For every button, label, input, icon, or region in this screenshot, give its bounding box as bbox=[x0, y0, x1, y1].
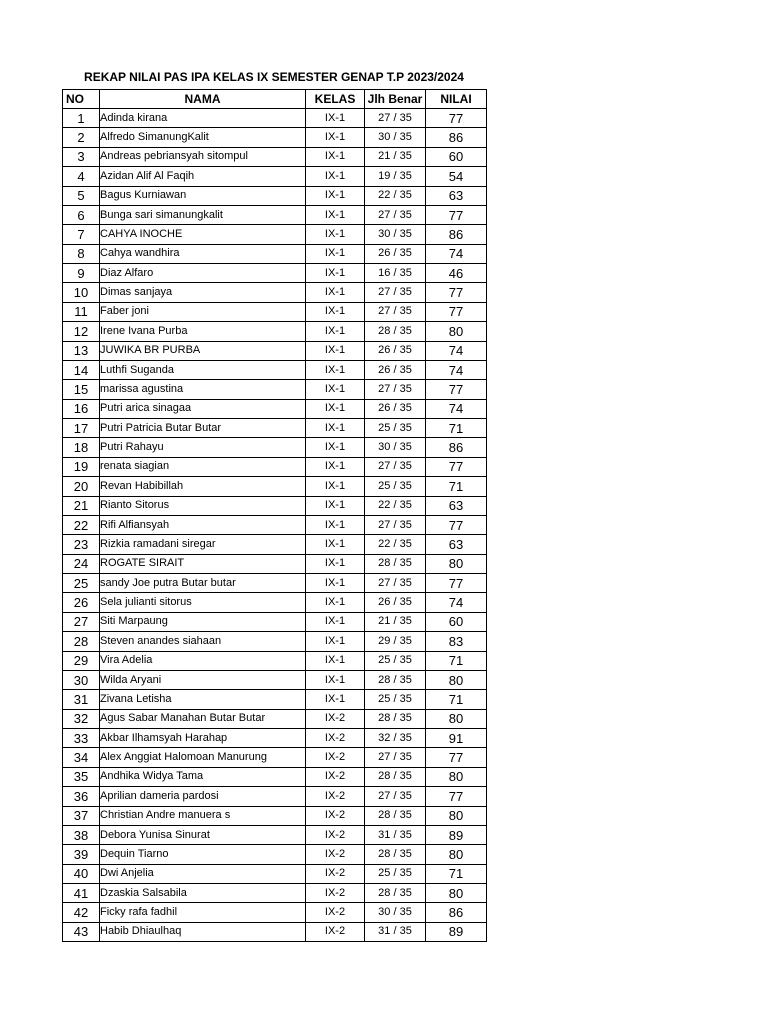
grade-table bbox=[62, 89, 487, 942]
cell-jlh-benar: 27 / 35 bbox=[365, 205, 426, 224]
cell-nama: Adinda kirana bbox=[100, 109, 306, 128]
cell-nama: Vira Adelia bbox=[100, 651, 306, 670]
table-row bbox=[63, 205, 487, 224]
cell-no: 38 bbox=[63, 825, 100, 844]
cell-kelas: IX-2 bbox=[306, 709, 365, 728]
cell-jlh-benar: 25 / 35 bbox=[365, 651, 426, 670]
cell-no: 41 bbox=[63, 884, 100, 903]
cell-jlh-benar: 28 / 35 bbox=[365, 806, 426, 825]
cell-nilai: 80 bbox=[426, 845, 487, 864]
cell-kelas: IX-1 bbox=[306, 205, 365, 224]
cell-no: 21 bbox=[63, 496, 100, 515]
cell-kelas: IX-1 bbox=[306, 360, 365, 379]
cell-nilai: 77 bbox=[426, 205, 487, 224]
table-row bbox=[63, 399, 487, 418]
cell-nilai: 71 bbox=[426, 477, 487, 496]
cell-jlh-benar: 21 / 35 bbox=[365, 612, 426, 631]
cell-kelas: IX-2 bbox=[306, 922, 365, 941]
cell-jlh-benar: 32 / 35 bbox=[365, 729, 426, 748]
cell-jlh-benar: 26 / 35 bbox=[365, 399, 426, 418]
header-nama: NAMA bbox=[100, 90, 306, 109]
cell-nilai: 89 bbox=[426, 825, 487, 844]
cell-nama: Ficky rafa fadhil bbox=[100, 903, 306, 922]
cell-no: 19 bbox=[63, 457, 100, 476]
cell-jlh-benar: 30 / 35 bbox=[365, 128, 426, 147]
cell-nilai: 77 bbox=[426, 380, 487, 399]
cell-kelas: IX-1 bbox=[306, 477, 365, 496]
cell-kelas: IX-1 bbox=[306, 225, 365, 244]
cell-kelas: IX-1 bbox=[306, 690, 365, 709]
cell-jlh-benar: 22 / 35 bbox=[365, 496, 426, 515]
cell-jlh-benar: 28 / 35 bbox=[365, 322, 426, 341]
cell-jlh-benar: 25 / 35 bbox=[365, 419, 426, 438]
cell-jlh-benar: 29 / 35 bbox=[365, 632, 426, 651]
cell-no: 12 bbox=[63, 322, 100, 341]
cell-kelas: IX-1 bbox=[306, 147, 365, 166]
cell-no: 35 bbox=[63, 767, 100, 786]
cell-nilai: 77 bbox=[426, 748, 487, 767]
cell-jlh-benar: 27 / 35 bbox=[365, 457, 426, 476]
cell-nama: Irene Ivana Purba bbox=[100, 322, 306, 341]
cell-nama: Debora Yunisa Sinurat bbox=[100, 825, 306, 844]
table-row bbox=[63, 903, 487, 922]
table-row bbox=[63, 380, 487, 399]
cell-nama: Dzaskia Salsabila bbox=[100, 884, 306, 903]
cell-nama: Siti Marpaung bbox=[100, 612, 306, 631]
cell-nilai: 89 bbox=[426, 922, 487, 941]
cell-nilai: 46 bbox=[426, 264, 487, 283]
cell-kelas: IX-1 bbox=[306, 341, 365, 360]
cell-jlh-benar: 30 / 35 bbox=[365, 225, 426, 244]
table-row bbox=[63, 670, 487, 689]
cell-nilai: 80 bbox=[426, 554, 487, 573]
cell-kelas: IX-1 bbox=[306, 554, 365, 573]
cell-kelas: IX-2 bbox=[306, 767, 365, 786]
cell-kelas: IX-2 bbox=[306, 729, 365, 748]
cell-no: 2 bbox=[63, 128, 100, 147]
cell-no: 30 bbox=[63, 670, 100, 689]
cell-nilai: 77 bbox=[426, 515, 487, 534]
cell-kelas: IX-2 bbox=[306, 787, 365, 806]
cell-kelas: IX-2 bbox=[306, 825, 365, 844]
cell-nama: Akbar Ilhamsyah Harahap bbox=[100, 729, 306, 748]
cell-no: 10 bbox=[63, 283, 100, 302]
cell-kelas: IX-1 bbox=[306, 264, 365, 283]
cell-no: 34 bbox=[63, 748, 100, 767]
sheet-title: REKAP NILAI PAS IPA KELAS IX SEMESTER GENAP T.P 2023/2024 bbox=[84, 70, 464, 84]
table-row bbox=[63, 496, 487, 515]
table-row bbox=[63, 845, 487, 864]
table-row bbox=[63, 147, 487, 166]
cell-nama: Faber joni bbox=[100, 302, 306, 321]
cell-nama: Aprilian dameria pardosi bbox=[100, 787, 306, 806]
table-row bbox=[63, 632, 487, 651]
cell-kelas: IX-1 bbox=[306, 419, 365, 438]
cell-nama: Rizkia ramadani siregar bbox=[100, 535, 306, 554]
cell-jlh-benar: 26 / 35 bbox=[365, 593, 426, 612]
cell-no: 22 bbox=[63, 515, 100, 534]
cell-kelas: IX-2 bbox=[306, 748, 365, 767]
cell-no: 36 bbox=[63, 787, 100, 806]
table-row bbox=[63, 864, 487, 883]
cell-jlh-benar: 16 / 35 bbox=[365, 264, 426, 283]
cell-kelas: IX-1 bbox=[306, 670, 365, 689]
table-row bbox=[63, 787, 487, 806]
cell-nama: Dwi Anjelia bbox=[100, 864, 306, 883]
cell-no: 4 bbox=[63, 167, 100, 186]
cell-nama: Azidan Alif Al Faqih bbox=[100, 167, 306, 186]
cell-nilai: 80 bbox=[426, 709, 487, 728]
cell-nama: Zivana Letisha bbox=[100, 690, 306, 709]
cell-kelas: IX-2 bbox=[306, 864, 365, 883]
cell-no: 18 bbox=[63, 438, 100, 457]
cell-kelas: IX-1 bbox=[306, 438, 365, 457]
cell-kelas: IX-1 bbox=[306, 515, 365, 534]
cell-nama: Dimas sanjaya bbox=[100, 283, 306, 302]
cell-nilai: 80 bbox=[426, 767, 487, 786]
table-row bbox=[63, 341, 487, 360]
cell-kelas: IX-1 bbox=[306, 128, 365, 147]
cell-no: 7 bbox=[63, 225, 100, 244]
cell-nilai: 77 bbox=[426, 283, 487, 302]
cell-no: 28 bbox=[63, 632, 100, 651]
cell-nama: Alex Anggiat Halomoan Manurung bbox=[100, 748, 306, 767]
cell-kelas: IX-1 bbox=[306, 322, 365, 341]
table-row bbox=[63, 651, 487, 670]
cell-jlh-benar: 19 / 35 bbox=[365, 167, 426, 186]
cell-no: 3 bbox=[63, 147, 100, 166]
cell-no: 29 bbox=[63, 651, 100, 670]
cell-no: 26 bbox=[63, 593, 100, 612]
table-row bbox=[63, 360, 487, 379]
cell-no: 5 bbox=[63, 186, 100, 205]
cell-nilai: 83 bbox=[426, 632, 487, 651]
cell-kelas: IX-1 bbox=[306, 283, 365, 302]
cell-jlh-benar: 25 / 35 bbox=[365, 690, 426, 709]
table-row bbox=[63, 612, 487, 631]
cell-nilai: 91 bbox=[426, 729, 487, 748]
cell-jlh-benar: 28 / 35 bbox=[365, 845, 426, 864]
cell-kelas: IX-2 bbox=[306, 845, 365, 864]
cell-jlh-benar: 22 / 35 bbox=[365, 186, 426, 205]
cell-nilai: 86 bbox=[426, 128, 487, 147]
cell-kelas: IX-1 bbox=[306, 612, 365, 631]
table-row bbox=[63, 302, 487, 321]
cell-no: 8 bbox=[63, 244, 100, 263]
cell-nama: Andreas pebriansyah sitompul bbox=[100, 147, 306, 166]
cell-nama: marissa agustina bbox=[100, 380, 306, 399]
cell-kelas: IX-1 bbox=[306, 399, 365, 418]
cell-no: 27 bbox=[63, 612, 100, 631]
cell-nilai: 86 bbox=[426, 225, 487, 244]
cell-nama: Sela julianti sitorus bbox=[100, 593, 306, 612]
cell-no: 17 bbox=[63, 419, 100, 438]
table-row bbox=[63, 729, 487, 748]
table-row bbox=[63, 884, 487, 903]
cell-kelas: IX-1 bbox=[306, 186, 365, 205]
cell-nilai: 77 bbox=[426, 574, 487, 593]
cell-kelas: IX-1 bbox=[306, 535, 365, 554]
cell-no: 6 bbox=[63, 205, 100, 224]
cell-jlh-benar: 31 / 35 bbox=[365, 825, 426, 844]
cell-nama: Rifi Alfiansyah bbox=[100, 515, 306, 534]
cell-jlh-benar: 25 / 35 bbox=[365, 477, 426, 496]
cell-nama: Bunga sari simanungkalit bbox=[100, 205, 306, 224]
cell-jlh-benar: 28 / 35 bbox=[365, 884, 426, 903]
cell-kelas: IX-1 bbox=[306, 167, 365, 186]
cell-nama: Wilda Aryani bbox=[100, 670, 306, 689]
cell-jlh-benar: 27 / 35 bbox=[365, 787, 426, 806]
table-row bbox=[63, 806, 487, 825]
cell-nilai: 74 bbox=[426, 593, 487, 612]
cell-jlh-benar: 27 / 35 bbox=[365, 302, 426, 321]
cell-jlh-benar: 21 / 35 bbox=[365, 147, 426, 166]
cell-nilai: 77 bbox=[426, 302, 487, 321]
cell-nama: Dequin Tiarno bbox=[100, 845, 306, 864]
table-row bbox=[63, 438, 487, 457]
cell-nama: Alfredo SimanungKalit bbox=[100, 128, 306, 147]
table-row bbox=[63, 283, 487, 302]
cell-no: 11 bbox=[63, 302, 100, 321]
cell-kelas: IX-1 bbox=[306, 593, 365, 612]
table-row bbox=[63, 748, 487, 767]
cell-nilai: 74 bbox=[426, 341, 487, 360]
cell-no: 20 bbox=[63, 477, 100, 496]
cell-nama: Steven anandes siahaan bbox=[100, 632, 306, 651]
cell-nilai: 63 bbox=[426, 186, 487, 205]
cell-nama: Cahya wandhira bbox=[100, 244, 306, 263]
cell-no: 40 bbox=[63, 864, 100, 883]
table-body bbox=[63, 109, 487, 942]
cell-nama: Rianto Sitorus bbox=[100, 496, 306, 515]
cell-jlh-benar: 28 / 35 bbox=[365, 554, 426, 573]
table-row bbox=[63, 825, 487, 844]
cell-nilai: 80 bbox=[426, 670, 487, 689]
cell-nama: Revan Habibillah bbox=[100, 477, 306, 496]
cell-nama: sandy Joe putra Butar butar bbox=[100, 574, 306, 593]
cell-no: 33 bbox=[63, 729, 100, 748]
cell-jlh-benar: 27 / 35 bbox=[365, 515, 426, 534]
cell-kelas: IX-1 bbox=[306, 380, 365, 399]
table-row bbox=[63, 457, 487, 476]
cell-kelas: IX-2 bbox=[306, 903, 365, 922]
cell-kelas: IX-1 bbox=[306, 244, 365, 263]
cell-jlh-benar: 25 / 35 bbox=[365, 864, 426, 883]
table-row bbox=[63, 419, 487, 438]
cell-nama: Christian Andre manuera s bbox=[100, 806, 306, 825]
cell-jlh-benar: 22 / 35 bbox=[365, 535, 426, 554]
table-row bbox=[63, 922, 487, 941]
table-row bbox=[63, 322, 487, 341]
cell-nilai: 71 bbox=[426, 419, 487, 438]
cell-nilai: 77 bbox=[426, 457, 487, 476]
cell-kelas: IX-2 bbox=[306, 806, 365, 825]
cell-jlh-benar: 27 / 35 bbox=[365, 380, 426, 399]
cell-no: 37 bbox=[63, 806, 100, 825]
header-kelas: KELAS bbox=[306, 90, 365, 109]
cell-no: 15 bbox=[63, 380, 100, 399]
cell-jlh-benar: 28 / 35 bbox=[365, 670, 426, 689]
cell-nama: Putri Rahayu bbox=[100, 438, 306, 457]
cell-kelas: IX-1 bbox=[306, 574, 365, 593]
table-header-row bbox=[63, 90, 487, 109]
cell-nama: renata siagian bbox=[100, 457, 306, 476]
table-row bbox=[63, 574, 487, 593]
cell-nama: CAHYA INOCHE bbox=[100, 225, 306, 244]
cell-jlh-benar: 28 / 35 bbox=[365, 767, 426, 786]
table-row bbox=[63, 690, 487, 709]
cell-nilai: 54 bbox=[426, 167, 487, 186]
table-row bbox=[63, 767, 487, 786]
cell-nama: Habib Dhiaulhaq bbox=[100, 922, 306, 941]
cell-kelas: IX-1 bbox=[306, 109, 365, 128]
cell-nama: Agus Sabar Manahan Butar Butar bbox=[100, 709, 306, 728]
cell-nilai: 74 bbox=[426, 244, 487, 263]
cell-kelas: IX-1 bbox=[306, 457, 365, 476]
cell-kelas: IX-1 bbox=[306, 651, 365, 670]
cell-nama: Andhika Widya Tama bbox=[100, 767, 306, 786]
cell-no: 43 bbox=[63, 922, 100, 941]
cell-nama: Diaz Alfaro bbox=[100, 264, 306, 283]
cell-jlh-benar: 27 / 35 bbox=[365, 574, 426, 593]
cell-kelas: IX-1 bbox=[306, 302, 365, 321]
table-row bbox=[63, 535, 487, 554]
cell-nilai: 74 bbox=[426, 360, 487, 379]
cell-no: 13 bbox=[63, 341, 100, 360]
cell-nilai: 60 bbox=[426, 612, 487, 631]
cell-nama: Luthfi Suganda bbox=[100, 360, 306, 379]
cell-nilai: 60 bbox=[426, 147, 487, 166]
cell-jlh-benar: 30 / 35 bbox=[365, 438, 426, 457]
cell-nilai: 80 bbox=[426, 884, 487, 903]
cell-jlh-benar: 26 / 35 bbox=[365, 360, 426, 379]
table-row bbox=[63, 554, 487, 573]
table-row bbox=[63, 477, 487, 496]
cell-jlh-benar: 27 / 35 bbox=[365, 283, 426, 302]
header-jlh-benar: Jlh Benar bbox=[365, 90, 426, 109]
cell-nilai: 71 bbox=[426, 651, 487, 670]
cell-nilai: 63 bbox=[426, 496, 487, 515]
cell-jlh-benar: 27 / 35 bbox=[365, 748, 426, 767]
table-row bbox=[63, 244, 487, 263]
table-row bbox=[63, 593, 487, 612]
header-no: NO bbox=[63, 90, 100, 109]
cell-no: 16 bbox=[63, 399, 100, 418]
cell-nilai: 80 bbox=[426, 322, 487, 341]
cell-no: 24 bbox=[63, 554, 100, 573]
cell-nilai: 63 bbox=[426, 535, 487, 554]
cell-kelas: IX-1 bbox=[306, 496, 365, 515]
cell-nilai: 86 bbox=[426, 438, 487, 457]
cell-jlh-benar: 30 / 35 bbox=[365, 903, 426, 922]
table-row bbox=[63, 264, 487, 283]
cell-no: 39 bbox=[63, 845, 100, 864]
cell-nilai: 77 bbox=[426, 109, 487, 128]
cell-nama: ROGATE SIRAIT bbox=[100, 554, 306, 573]
table-row bbox=[63, 515, 487, 534]
table-row bbox=[63, 186, 487, 205]
cell-jlh-benar: 26 / 35 bbox=[365, 244, 426, 263]
header-nilai: NILAI bbox=[426, 90, 487, 109]
cell-nama: Putri arica sinagaa bbox=[100, 399, 306, 418]
cell-no: 42 bbox=[63, 903, 100, 922]
table-row bbox=[63, 225, 487, 244]
cell-no: 14 bbox=[63, 360, 100, 379]
cell-nilai: 77 bbox=[426, 787, 487, 806]
cell-nilai: 80 bbox=[426, 806, 487, 825]
cell-kelas: IX-1 bbox=[306, 632, 365, 651]
cell-no: 1 bbox=[63, 109, 100, 128]
cell-kelas: IX-2 bbox=[306, 884, 365, 903]
cell-no: 25 bbox=[63, 574, 100, 593]
cell-nilai: 71 bbox=[426, 864, 487, 883]
cell-nilai: 74 bbox=[426, 399, 487, 418]
table-row bbox=[63, 128, 487, 147]
table-row bbox=[63, 167, 487, 186]
cell-no: 23 bbox=[63, 535, 100, 554]
cell-no: 32 bbox=[63, 709, 100, 728]
cell-jlh-benar: 27 / 35 bbox=[365, 109, 426, 128]
cell-no: 31 bbox=[63, 690, 100, 709]
cell-jlh-benar: 28 / 35 bbox=[365, 709, 426, 728]
table-row bbox=[63, 109, 487, 128]
cell-nilai: 71 bbox=[426, 690, 487, 709]
cell-jlh-benar: 31 / 35 bbox=[365, 922, 426, 941]
cell-jlh-benar: 26 / 35 bbox=[365, 341, 426, 360]
cell-no: 9 bbox=[63, 264, 100, 283]
table-row bbox=[63, 709, 487, 728]
cell-nilai: 86 bbox=[426, 903, 487, 922]
cell-nama: JUWIKA BR PURBA bbox=[100, 341, 306, 360]
cell-nama: Putri Patricia Butar Butar bbox=[100, 419, 306, 438]
cell-nama: Bagus Kurniawan bbox=[100, 186, 306, 205]
